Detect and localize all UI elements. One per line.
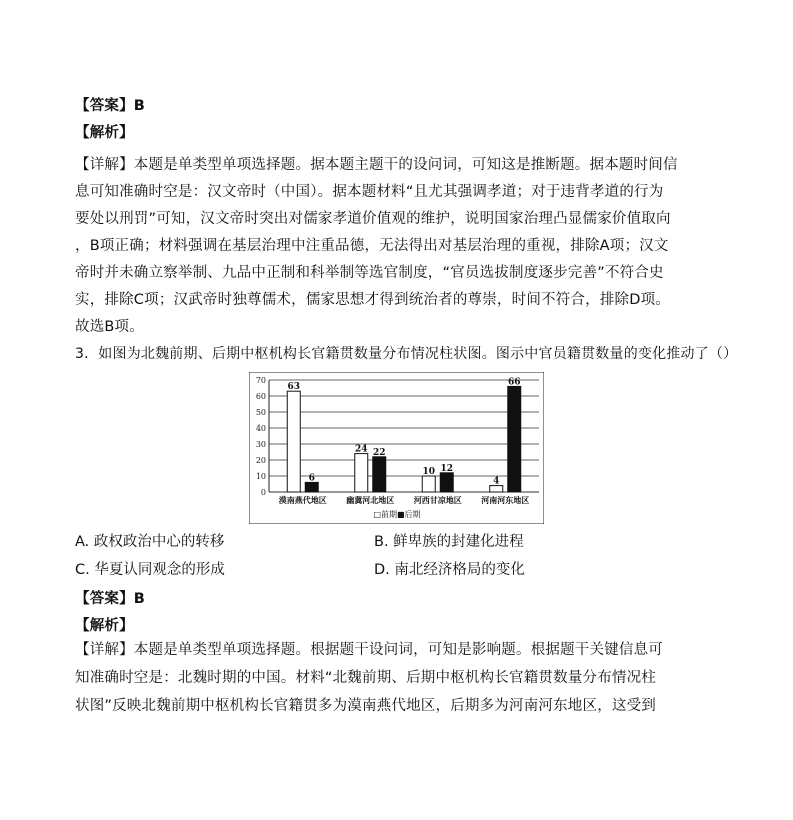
q2-analysis-heading: 【解析】	[75, 125, 134, 141]
option-b: B. 鲜卑族的封建化进程	[374, 534, 524, 550]
y-tick-label: 70	[255, 376, 266, 385]
bar-chart-svg	[249, 372, 544, 524]
q2-detail-line-1: 【详解】本题是单类型单项选择题。据本题主题干的设问词，可知这是推断题。据本题时间信	[75, 157, 678, 173]
data-label: 63	[287, 382, 301, 393]
data-label: 10	[422, 467, 436, 477]
data-label: 4	[493, 476, 500, 487]
q3-answer: 【答案】B	[75, 591, 146, 607]
q2-detail-line-3: 要处以刑罚”可知，汉文帝时突出对儒家孝道价值观的维护，说明国家治理凸显儒家价值取向	[75, 211, 671, 227]
y-tick-label: 20	[255, 456, 266, 465]
bar-late	[440, 473, 453, 492]
option-a: A. 政权政治中心的转移	[75, 534, 225, 550]
q2-detail-line-4: ，B项正确；材料强调在基层治理中注重品德，无法得出对基层治理的重视，排除A项；汉文	[75, 238, 669, 254]
option-c: C. 华夏认同观念的形成	[75, 562, 225, 578]
category-label: 幽冀河北地区	[346, 496, 395, 505]
q3-detail-line-1: 【详解】本题是单类型单项选择题。根据题干设问词，可知是影响题。根据题干关键信息可	[75, 642, 663, 658]
bar-late	[305, 482, 318, 492]
option-d: D. 南北经济格局的变化	[374, 562, 525, 578]
y-tick-label: 0	[260, 488, 266, 497]
data-label: 66	[507, 377, 521, 388]
bar-late	[508, 386, 521, 492]
bar-chart	[249, 372, 544, 524]
bar-early	[422, 476, 435, 492]
y-tick-label: 40	[255, 424, 266, 433]
q3-analysis-heading: 【解析】	[75, 618, 134, 634]
q2-detail-line-6: 实，排除C项；汉武帝时独尊儒术，儒家思想才得到统治者的尊崇，时间不符合，排除D项。	[75, 292, 670, 308]
y-tick-label: 10	[255, 472, 266, 481]
q2-detail-line-7: 故选B项。	[75, 319, 144, 335]
q2-detail-line-5: 帝时并未确立察举制、九品中正制和科举制等选官制度，“官员选拔制度逐步完善”不符合史	[75, 265, 664, 281]
bar-early	[355, 454, 368, 492]
bar-late	[373, 457, 386, 492]
y-tick-label: 30	[255, 440, 266, 449]
y-tick-label: 50	[255, 408, 266, 417]
category-label: 河西甘凉地区	[413, 496, 462, 505]
q3-detail-line-2: 知准确时空是：北魏时期的中国。材料“北魏前期、后期中枢机构长官籍贯数量分布情况柱	[75, 670, 657, 686]
data-label: 6	[308, 473, 315, 484]
category-label: 漠南燕代地区	[278, 496, 327, 505]
chart-legend: □前期■后期	[373, 510, 421, 519]
y-tick-label: 60	[255, 392, 266, 401]
category-label: 河南河东地区	[481, 496, 530, 505]
q2-detail-line-2: 息可知准确时空是：汉文帝时（中国）。据本题材料“且尤其强调孝道；对于违背孝道的行为	[75, 184, 664, 200]
q3-stem: 3．如图为北魏前期、后期中枢机构长官籍贯数量分布情况柱状图。图示中官员籍贯数量的变化推动了（）	[75, 346, 738, 362]
data-label: 12	[440, 463, 454, 474]
bar-early	[287, 391, 300, 492]
q3-detail-line-3: 状图”反映北魏前期中枢机构长官籍贯多为漠南燕代地区，后期多为河南河东地区，这受到	[75, 698, 657, 714]
q2-answer: 【答案】B	[75, 98, 146, 114]
data-label: 24	[354, 444, 368, 455]
data-label: 22	[372, 447, 386, 458]
